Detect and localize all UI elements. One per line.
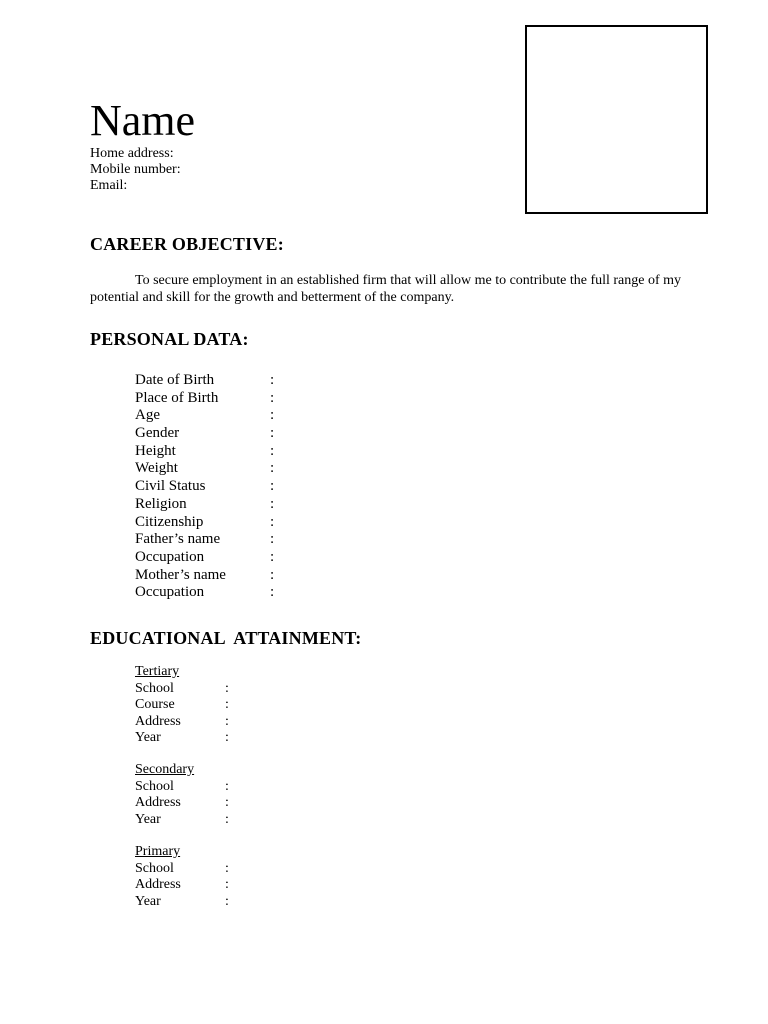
education-row bbox=[135, 681, 229, 698]
education-field-label: Course bbox=[135, 697, 175, 712]
mobile-number-label: Mobile number: bbox=[90, 162, 181, 177]
contact-info bbox=[90, 146, 181, 194]
resume-name: Name bbox=[90, 96, 196, 145]
personal-data-label: Occupation bbox=[135, 584, 205, 601]
separator-colon: : bbox=[270, 389, 275, 406]
personal-data-label: Height bbox=[135, 442, 176, 459]
personal-data-row bbox=[135, 584, 280, 602]
separator-colon: : bbox=[225, 713, 229, 729]
personal-data-label: Father’s name bbox=[135, 531, 221, 548]
email-label: Email: bbox=[90, 178, 128, 193]
education-row bbox=[135, 795, 229, 812]
separator-colon: : bbox=[225, 877, 229, 892]
separator-colon: : bbox=[225, 697, 229, 712]
photo-placeholder bbox=[525, 25, 708, 214]
education-secondary bbox=[135, 762, 229, 828]
separator-colon: : bbox=[225, 730, 229, 745]
personal-data-row bbox=[135, 496, 280, 514]
separator-colon: : bbox=[225, 893, 229, 909]
personal-data-row bbox=[135, 443, 280, 461]
personal-data-row bbox=[135, 549, 280, 567]
separator-colon: : bbox=[225, 860, 229, 876]
separator-colon: : bbox=[225, 778, 229, 794]
education-row bbox=[135, 812, 229, 829]
personal-data-row bbox=[135, 514, 280, 532]
separator-colon: : bbox=[270, 495, 275, 512]
separator-colon: : bbox=[225, 811, 229, 827]
education-field-label: Address bbox=[135, 713, 181, 729]
separator-colon: : bbox=[270, 425, 275, 442]
personal-data-list bbox=[135, 372, 280, 602]
separator-colon: : bbox=[270, 513, 275, 530]
education-row bbox=[135, 697, 229, 714]
personal-data-label: Age bbox=[135, 407, 160, 424]
education-field-label: School bbox=[135, 778, 174, 794]
education-field-label: Address bbox=[135, 795, 181, 810]
career-objective-heading: CAREER OBJECTIVE: bbox=[90, 234, 284, 254]
separator-colon: : bbox=[270, 584, 275, 601]
personal-data-label: Religion bbox=[135, 495, 187, 512]
education-row bbox=[135, 877, 229, 894]
education-tertiary bbox=[135, 664, 229, 747]
education-field-label: School bbox=[135, 680, 174, 696]
personal-data-row bbox=[135, 390, 280, 408]
education-row bbox=[135, 894, 229, 911]
personal-data-heading: PERSONAL DATA: bbox=[90, 329, 249, 349]
personal-data-label: Citizenship bbox=[135, 513, 204, 530]
education-field-label: Year bbox=[135, 730, 161, 745]
personal-data-row bbox=[135, 372, 280, 390]
education-row bbox=[135, 779, 229, 796]
education-row bbox=[135, 730, 229, 747]
personal-data-label: Gender bbox=[135, 425, 180, 442]
education-primary bbox=[135, 844, 229, 910]
separator-colon: : bbox=[270, 531, 275, 548]
personal-data-row bbox=[135, 478, 280, 496]
separator-colon: : bbox=[270, 372, 275, 388]
home-address-label: Home address: bbox=[90, 146, 174, 161]
separator-colon: : bbox=[270, 407, 275, 424]
separator-colon: : bbox=[270, 442, 275, 459]
personal-data-row bbox=[135, 460, 280, 478]
personal-data-label: Civil Status bbox=[135, 478, 206, 495]
separator-colon: : bbox=[270, 478, 275, 495]
education-field-label: Year bbox=[135, 893, 161, 909]
personal-data-label: Mother’s name bbox=[135, 566, 226, 583]
education-row bbox=[135, 861, 229, 878]
education-field-label: Address bbox=[135, 877, 181, 892]
education-field-label: Year bbox=[135, 811, 161, 827]
separator-colon: : bbox=[270, 460, 275, 477]
personal-data-label: Occupation bbox=[135, 548, 205, 565]
separator-colon: : bbox=[270, 566, 275, 583]
separator-colon: : bbox=[225, 680, 229, 696]
personal-data-label: Weight bbox=[135, 460, 178, 477]
education-level-title: Secondary bbox=[135, 762, 195, 777]
personal-data-row bbox=[135, 531, 280, 549]
education-level-title: Tertiary bbox=[135, 664, 180, 679]
educational-attainment-heading: EDUCATIONAL ATTAINMENT: bbox=[90, 628, 362, 648]
personal-data-row bbox=[135, 425, 280, 443]
education-row bbox=[135, 714, 229, 731]
education-level-title: Primary bbox=[135, 844, 181, 859]
career-objective-text: To secure employment in an established firm that will allow me to contribute the full range of my potential and skill for the growth and betterment of the company. bbox=[90, 273, 682, 305]
personal-data-row bbox=[135, 567, 280, 585]
personal-data-label: Place of Birth bbox=[135, 389, 219, 406]
separator-colon: : bbox=[270, 548, 275, 565]
education-field-label: School bbox=[135, 860, 174, 876]
personal-data-label: Date of Birth bbox=[135, 372, 215, 388]
personal-data-row bbox=[135, 407, 280, 425]
separator-colon: : bbox=[225, 795, 229, 810]
